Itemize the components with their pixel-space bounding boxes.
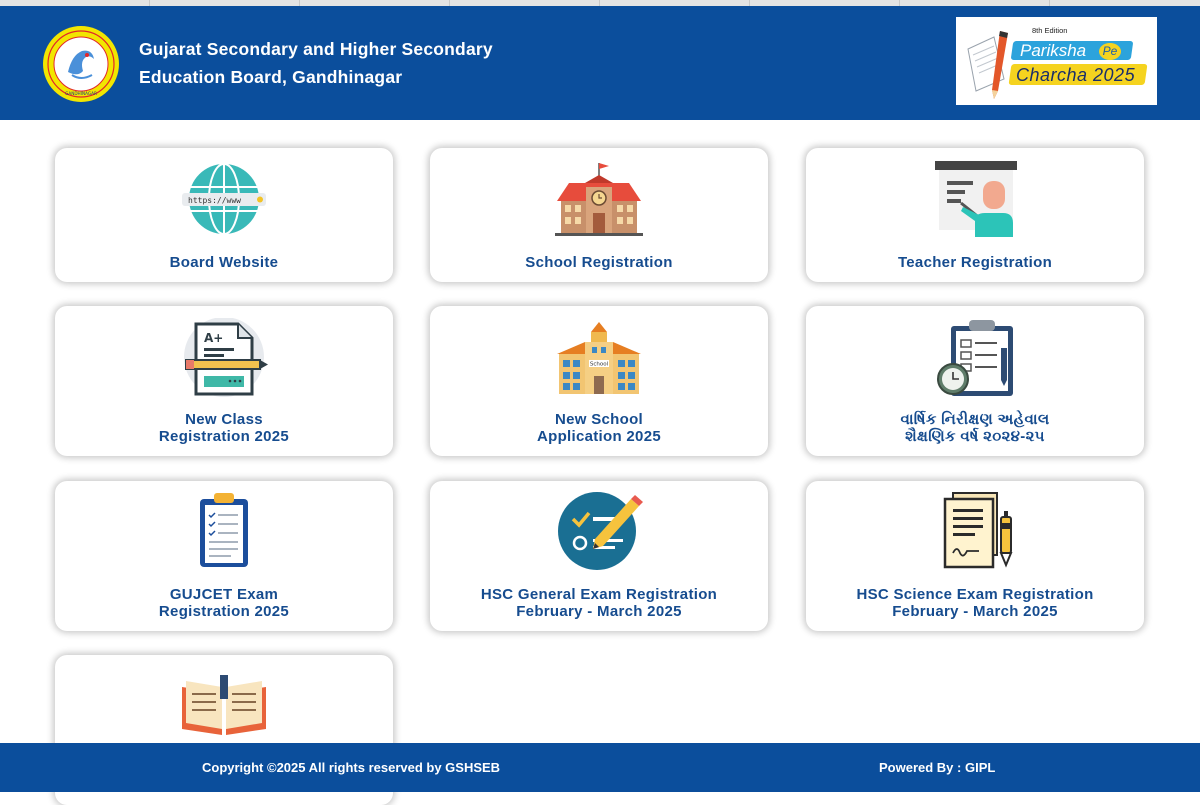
banner-line-1: Pariksha [1020,41,1087,60]
globe-www-icon [180,162,268,242]
tile-label: School Registration [525,254,673,271]
tile-label-block [806,411,1144,445]
tile-board-website[interactable] [55,148,393,282]
pariksha-pe-charcha-banner[interactable] [956,17,1157,105]
site-footer [0,743,1200,792]
tile-school-registration[interactable] [430,148,768,282]
tile-label-block [55,586,393,620]
tile-label: Board Website [169,254,279,271]
banner-pe: Pe [1099,43,1121,60]
tile-gujcet-exam-registration[interactable] [55,481,393,631]
school-building-icon [555,161,643,241]
tile-annual-inspection-report[interactable] [806,306,1144,456]
tile-hsc-science-exam-registration[interactable] [806,481,1144,631]
new-school-icon [555,320,643,400]
url-text: https://www [188,196,241,205]
tile-label-block [430,586,768,620]
documents-pen-icon [931,491,1019,571]
tile-new-school-application[interactable] [430,306,768,456]
site-header [0,6,1200,120]
pencil-paper-icon [964,29,1014,101]
clipboard-clock-icon [931,318,1019,398]
grade-text: A+ [204,331,224,345]
tile-label-block [806,586,1144,620]
tile-label-line-2: February - March 2025 [892,603,1058,620]
tile-label-block [430,411,768,445]
gshseb-logo[interactable] [42,25,120,103]
tile-hsc-general-exam-registration[interactable] [430,481,768,631]
tile-label-line-2: February - March 2025 [516,603,682,620]
logo-bottom-text: GANDHINAGAR [65,91,97,96]
title-line-1: Gujarat Secondary and Higher Secondary [139,39,493,59]
tile-label-block [55,411,393,445]
exam-checklist-pencil-icon [555,491,643,571]
tile-label: Teacher Registration [897,254,1053,271]
banner-edition: 8th Edition [1032,26,1068,35]
school-sign: School [589,361,609,368]
open-book-icon [180,673,268,753]
powered-by-text: Powered By : GIPL [879,760,996,775]
tile-label-line-1: HSC Science Exam Registration [856,586,1094,603]
copyright-text: Copyright ©2025 All rights reserved by GSHSEB [202,760,501,775]
tile-label-line-2: Registration 2025 [158,428,290,445]
tile-label-line-2: Registration 2025 [158,603,290,620]
tile-label-line-1: વાર્ષિક નિરીક્ષણ અહેવાલ [900,411,1050,428]
grade-paper-icon [180,318,268,398]
title-line-2: Education Board, Gandhinagar [139,67,403,87]
page-title [139,35,493,91]
tile-new-class-registration[interactable] [55,306,393,456]
tile-teacher-registration[interactable] [806,148,1144,282]
clipboard-checklist-icon [180,491,268,571]
tile-label-line-2: શૈક્ષણિક વર્ષ ૨૦૨૪-૨૫ [905,428,1045,445]
tile-label-line-1: New School [554,411,643,428]
tile-label-line-1: New Class [185,411,263,428]
tile-label-line-1: GUJCET Exam [169,586,279,603]
banner-line-2: Charcha 2025 [1016,65,1136,85]
tile-label-line-1: HSC General Exam Registration [480,586,718,603]
tile-label-line-2: Application 2025 [536,428,661,445]
teacher-board-icon [931,159,1019,239]
